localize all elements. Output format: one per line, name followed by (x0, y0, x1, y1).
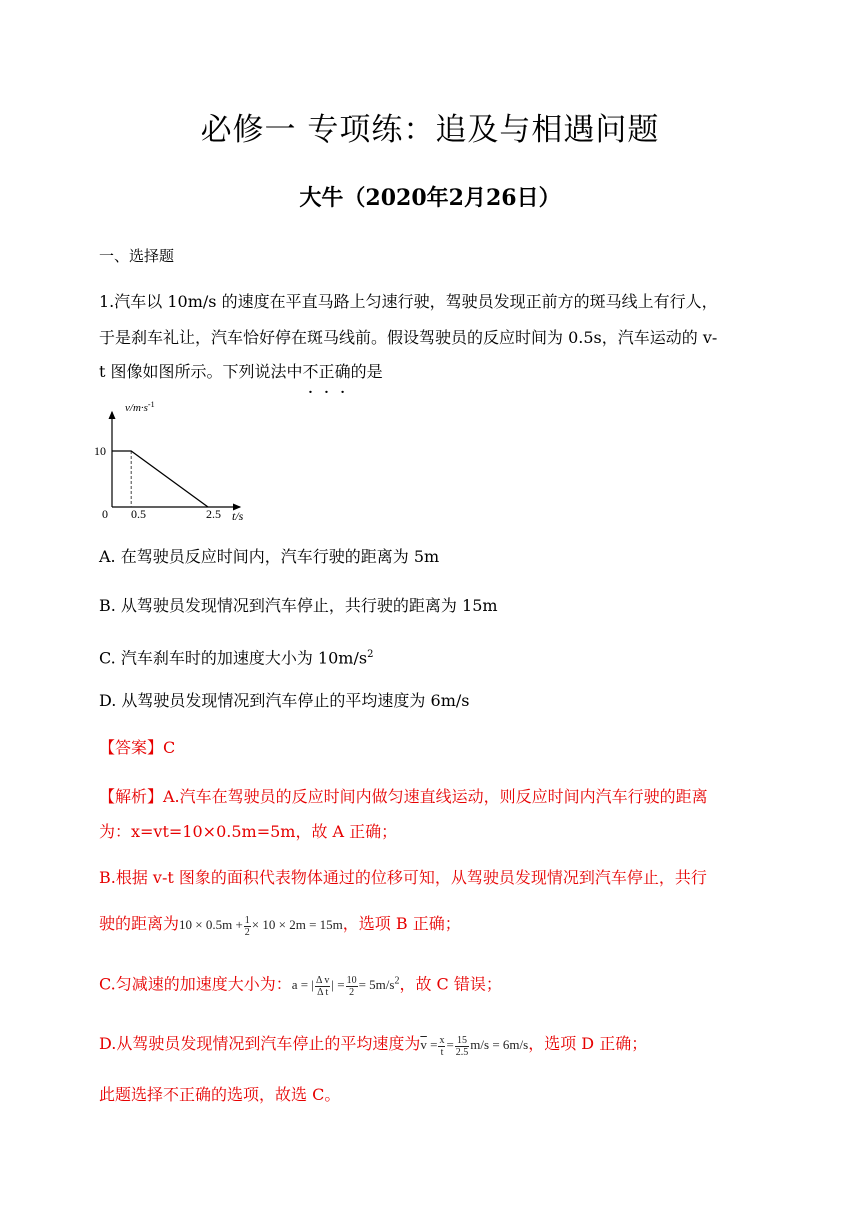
formula-superscript: 2 (394, 976, 400, 987)
analysis-c-prefix: C.匀减速的加速度大小为： (99, 974, 292, 994)
question-line-3-end: 的是 (350, 362, 383, 381)
page-title: 必修一 专项练：追及与相遇问题 (200, 112, 660, 148)
fraction-denominator: 2.5 (455, 1046, 469, 1058)
formula-part: a = | (291, 977, 314, 993)
analysis-c-suffix: ，故 C 错误； (399, 974, 502, 994)
fraction-numerator: 1 (244, 914, 250, 926)
analysis-d-suffix: ，选项 D 正确； (528, 1034, 648, 1053)
fraction-15-over-2-5 (455, 1035, 470, 1058)
fraction-numerator: Δ v (315, 974, 330, 986)
fraction-numerator: 15 (455, 1035, 470, 1047)
analysis-c (99, 966, 502, 1000)
analysis-conclusion: 此题选择不正确的选项，故选 C。 (99, 1085, 341, 1104)
formula-part: × 10 × 2m = 15m (251, 917, 343, 932)
y-axis-label: $v/m\cdot s^{-1}$ (125, 400, 155, 414)
formula-distance (179, 914, 343, 938)
option-c-superscript: 2 (367, 649, 374, 660)
x-tick-2-5: 2.5 (206, 507, 221, 521)
x-axis-label: t/s (232, 509, 244, 523)
page-subtitle: 大牛（2020年2月26日） (299, 185, 561, 211)
formula-acceleration (291, 974, 400, 998)
question-line-1: 1.汽车以 10m/s 的速度在平直马路上匀速行驶，驾驶员发现正前方的斑马线上有行人， (99, 292, 718, 311)
fraction-ten-over-two (346, 975, 358, 998)
formula-part: = (446, 1037, 454, 1052)
formula-average-velocity (420, 1034, 529, 1058)
y-tick-10: 10 (94, 444, 106, 458)
velocity-line (112, 451, 208, 507)
analysis-d (99, 1028, 647, 1060)
analysis-b-prefix: 驶的距离为 (99, 914, 180, 933)
option-c (99, 639, 373, 673)
origin-label: 0 (102, 507, 108, 521)
analysis-a-line-1: 【解析】A.汽车在驾驶员的反应时间内做匀速直线运动，则反应时间内汽车行驶的距离 (99, 787, 708, 806)
formula-part: = 5m/s (358, 977, 395, 993)
answer-label: 【答案】C (99, 738, 176, 757)
fraction-numerator: 10 (346, 974, 357, 986)
question-line-2: 于是刹车礼让，汽车恰好停在斑马线前。假设驾驶员的反应时间为 0.5s，汽车运动的 v- (99, 328, 718, 347)
question-line-3-text: t 图像如图所示。下列说法中 (99, 362, 303, 381)
formula-part: m/s = 6m/s (470, 1037, 529, 1052)
fraction-numerator: x (439, 1034, 445, 1046)
fraction-x-over-t (438, 1035, 445, 1058)
option-a: A. 在驾驶员反应时间内，汽车行驶的距离为 5m (99, 547, 440, 566)
option-c-text: C. 汽车刹车时的加速度大小为 10m/s (99, 648, 368, 668)
fraction-delta (315, 975, 330, 998)
formula-part: = (430, 1037, 438, 1052)
emphasis-char: 确 (334, 362, 351, 381)
analysis-a-line-2: 为：x=vt=10×0.5m=5m，故 A 正确； (99, 822, 398, 841)
vt-graph (92, 400, 262, 526)
emphasis-char: 正 (318, 362, 335, 381)
fraction-denominator: 2 (244, 926, 250, 938)
fraction-denominator: t (440, 1046, 444, 1058)
emphasis-char: 不 (302, 362, 319, 381)
analysis-b-line-1: B.根据 v-t 图象的面积代表物体通过的位移可知，从驾驶员发现情况到汽车停止，共行 (99, 868, 707, 887)
x-tick-0-5: 0.5 (131, 507, 146, 521)
analysis-d-prefix: D.从驾驶员发现情况到汽车停止的平均速度为 (99, 1034, 421, 1053)
option-b: B. 从驾驶员发现情况到汽车停止，共行驶的距离为 15m (99, 596, 498, 615)
section-heading: 一、选择题 (99, 247, 175, 265)
fraction-denominator: Δ t (317, 986, 329, 998)
option-d: D. 从驾驶员发现情况到汽车停止的平均速度为 6m/s (99, 691, 470, 710)
fraction-denominator: 2 (349, 986, 355, 998)
formula-part: | = (331, 977, 345, 993)
formula-v-bar: $\overline{v}$ (420, 1037, 427, 1052)
analysis-b-suffix: ，选项 B 正确； (342, 914, 461, 933)
question-line-3 (99, 356, 383, 387)
analysis-b-line-2 (99, 908, 461, 940)
fraction-half (244, 915, 251, 938)
formula-part: 10 × 0.5m + (179, 917, 243, 932)
